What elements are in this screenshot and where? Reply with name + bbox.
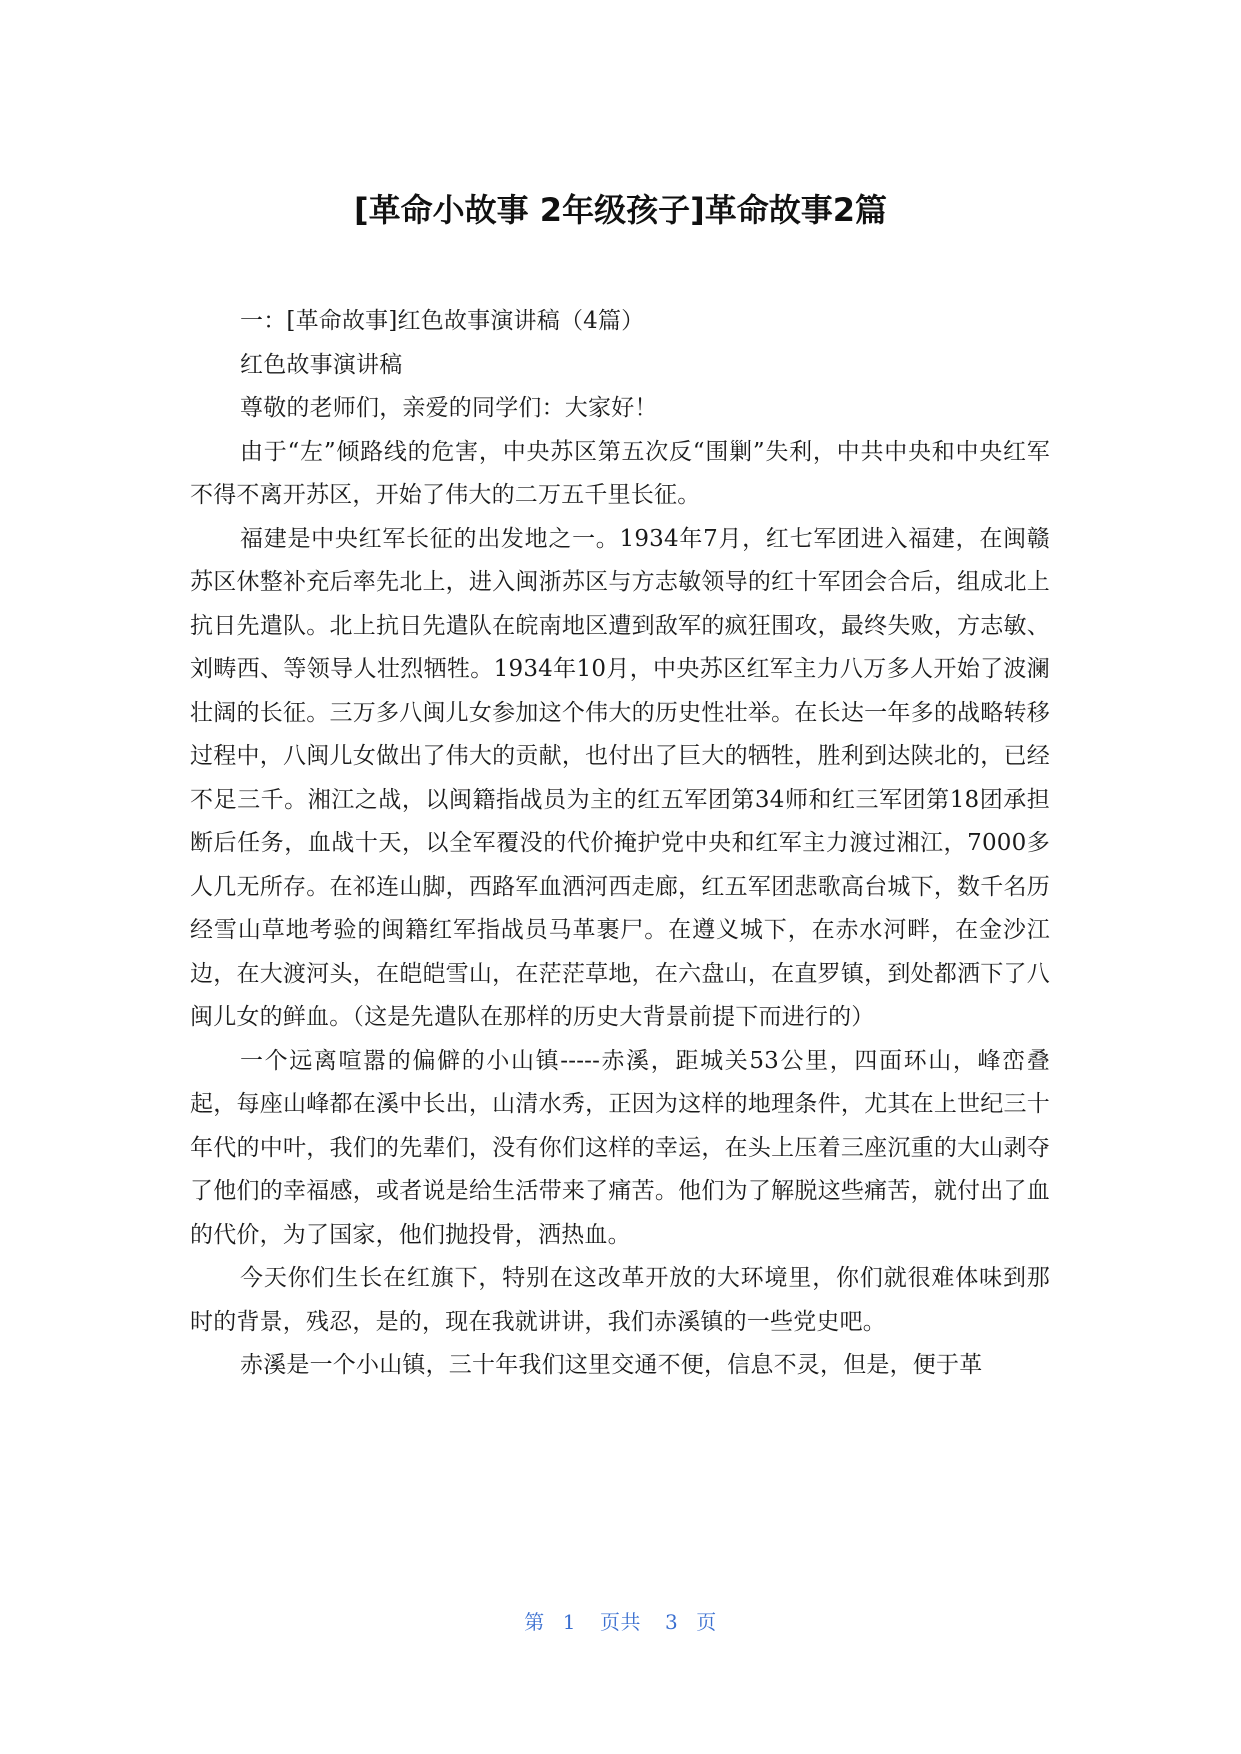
current-page-number: 1 [562, 1610, 576, 1634]
document-title: [革命小故事 2年级孩子]革命故事2篇 [354, 191, 887, 229]
paragraph-body: 今天你们生长在红旗下，特别在这改革开放的大环境里，你们就很难体味到那时的背景，残忍，是的，现在我就讲讲，我们赤溪镇的一些党史吧。 [190, 1265, 1050, 1335]
page-label-prefix: 第 [524, 1610, 545, 1634]
paragraph-speech-title: 红色故事演讲稿 [240, 351, 403, 378]
document-body [190, 300, 1050, 1388]
total-pages-number: 3 [665, 1610, 679, 1634]
paragraph-body: 一个远离喧嚣的偏僻的小山镇-----赤溪，距城关53公里，四面环山，峰峦叠起，每座山峰都在溪中长出，山清水秀，正因为这样的地理条件，尤其在上世纪三十年代的中叶，我们的先辈们，没有你们这样的幸运，在头上压着三座沉重的大山剥夺了他们的幸福感，或者说是给生活带来了痛苦。他们为了解脱这些痛苦，就付出了血的代价，为了国家，他们抛投骨，洒热血。 [190, 1047, 1050, 1248]
paragraph-body: 福建是中央红军长征的出发地之一。1934年7月，红七军团进入福建，在闽赣苏区休整补充后率先北上，进入闽浙苏区与方志敏领导的红十军团会合后，组成北上抗日先遣队。北上抗日先遣队在皖南地区遭到敌军的疯狂围攻，最终失败，方志敏、刘畴西、等领导人壮烈牺牲。1934年10月，中央苏区红军主力八万多人开始了波澜壮阔的长征。三万多八闽儿女参加这个伟大的历史性壮举。在长达一年多的战略转移过程中，八闽儿女做出了伟大的贡献，也付出了巨大的牺牲，胜利到达陕北的，已经不足三千。湘江之战，以闽籍指战员为主的红五军团第34师和红三军团第18团承担断后任务，血战十天，以全军覆没的代价掩护党中央和红军主力渡过湘江，7000多人几无所存。在祁连山脚，西路军血洒河西走廊，红五军团悲歌高台城下，数千名历经雪山草地考验的闽籍红军指战员马革裹尸。在遵义城下，在赤水河畔，在金沙江边，在大渡河头，在皑皑雪山，在茫茫草地，在六盘山，在直罗镇，到处都洒下了八闽儿女的鲜血。（这是先遣队在那样的历史大背景前提下而进行的） [190, 525, 1050, 1030]
page-footer [0, 1606, 1241, 1635]
page-label-mid: 页共 [600, 1610, 641, 1634]
paragraph-section-heading: 一：[革命故事]红色故事演讲稿（4篇） [240, 308, 645, 334]
paragraph-body: 赤溪是一个小山镇，三十年我们这里交通不便，信息不灵，但是，便于革 [240, 1352, 983, 1378]
page-label-suffix: 页 [696, 1610, 717, 1634]
paragraph-body: 由于“左”倾路线的危害，中央苏区第五次反“围剿”失利，中共中央和中央红军不得不离开苏区，开始了伟大的二万五千里长征。 [190, 438, 1050, 508]
paragraph-greeting: 尊敬的老师们，亲爱的同学们：大家好！ [240, 395, 658, 421]
